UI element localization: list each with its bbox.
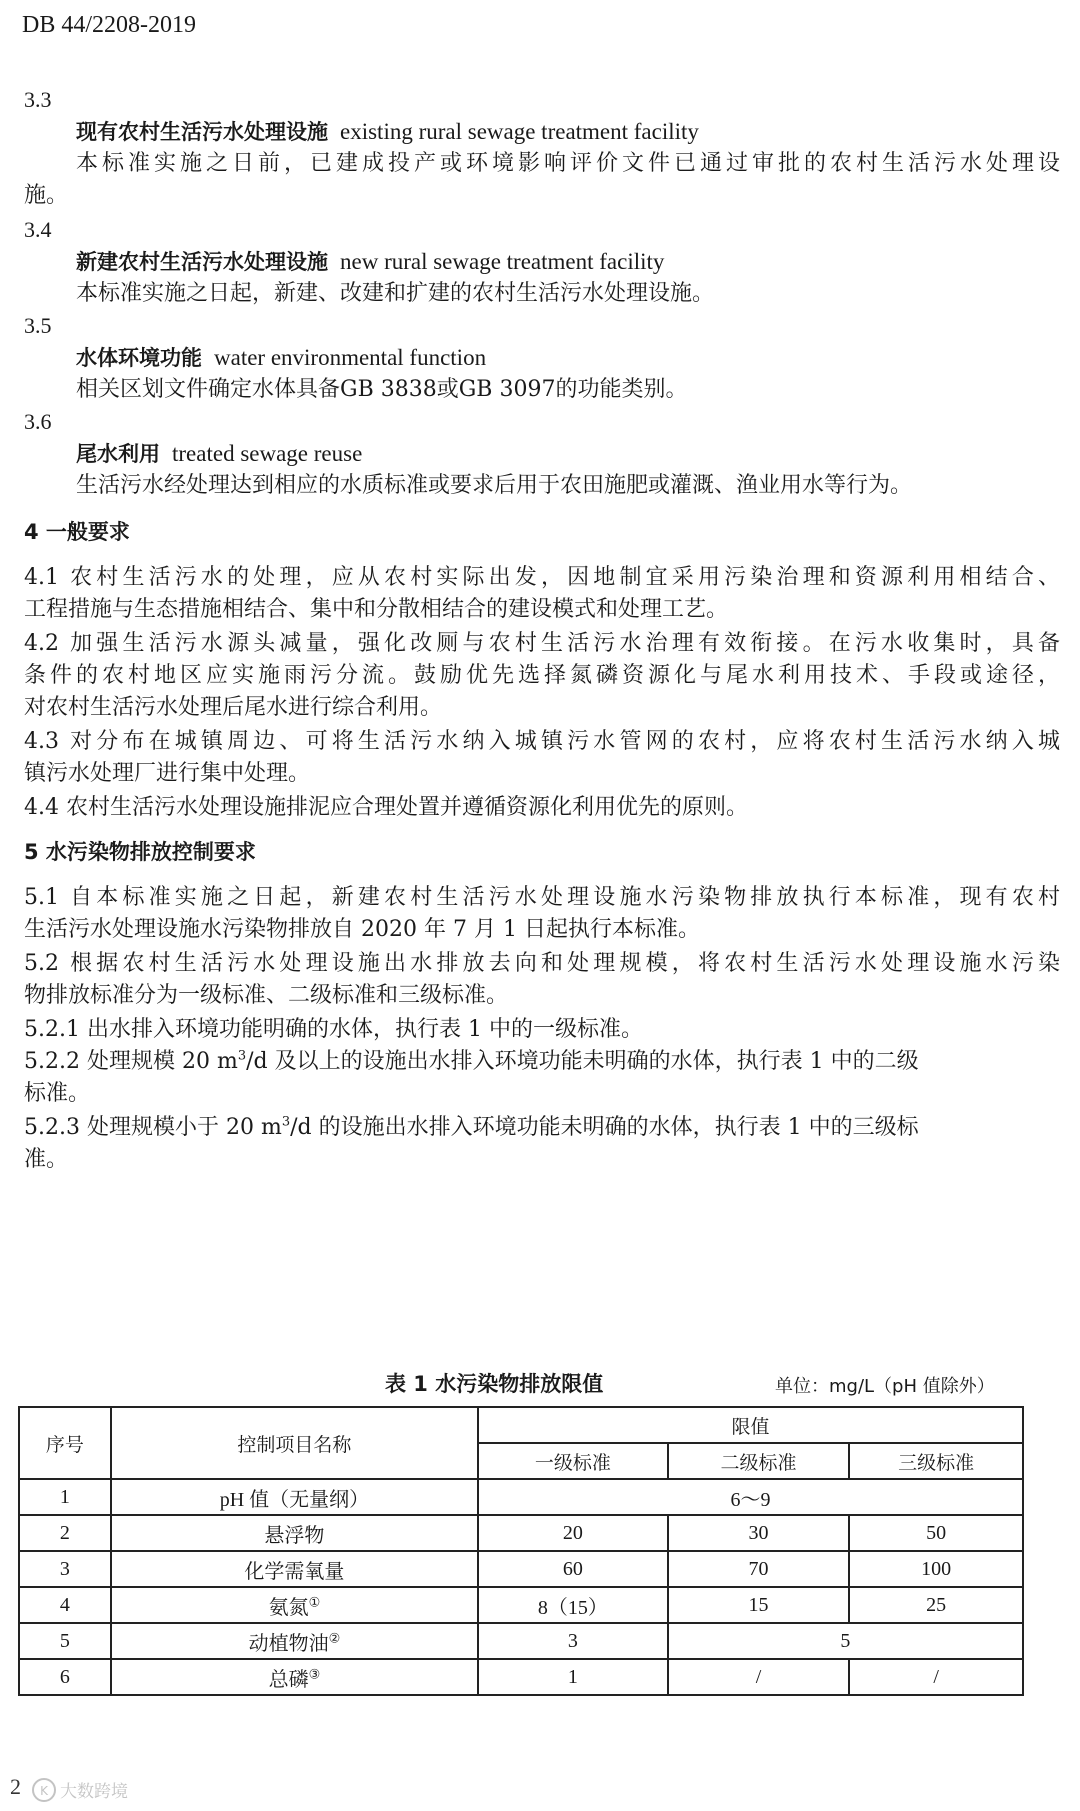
paragraph-5-1-line1: 5.1 自本标准实施之日起，新建农村生活污水处理设施水污染物排放执行本标准，现有农村 bbox=[24, 885, 1060, 910]
paragraph-5-1-line2: 生活污水处理设施水污染物排放自 2020 年 7 月 1 日起执行本标准。 bbox=[24, 917, 700, 942]
paragraph-4-3-line1: 4.3 对分布在城镇周边、可将生活污水纳入城镇污水管网的农村，应将农村生活污水纳入城 bbox=[24, 729, 1060, 754]
cell-grade1: 1 bbox=[478, 1659, 668, 1695]
cell-grade3: 100 bbox=[849, 1551, 1023, 1587]
table-row bbox=[19, 1551, 1023, 1587]
cell-seq: 6 bbox=[19, 1659, 111, 1695]
cell-name bbox=[111, 1659, 478, 1695]
cell-seq: 1 bbox=[19, 1479, 111, 1515]
table-caption bbox=[0, 1364, 1080, 1404]
paragraph-4-2-line2: 条件的农村地区应实施雨污分流。鼓励优先选择氮磷资源化与尾水利用技术、手段或途径， bbox=[24, 663, 1060, 688]
header-seq: 序号 bbox=[19, 1407, 111, 1479]
footnote-marker: ② bbox=[328, 1629, 341, 1645]
section-heading-5: 5 水污染物排放控制要求 bbox=[24, 840, 256, 864]
paragraph-5-2-line2: 物排放标准分为一级标准、二级标准和三级标准。 bbox=[24, 983, 509, 1008]
paragraph-5-2-2-line2: 标准。 bbox=[24, 1081, 91, 1106]
cell-grade1: 3 bbox=[478, 1623, 668, 1659]
term-en: treated sewage reuse bbox=[172, 441, 363, 466]
term-en: new rural sewage treatment facility bbox=[340, 249, 665, 274]
term-en: existing rural sewage treatment facility bbox=[340, 119, 699, 144]
text-run: /d 及以上的设施出水排入环境功能未明确的水体，执行表 1 中的二级 bbox=[246, 1049, 919, 1074]
term-zh: 尾水利用 bbox=[76, 442, 160, 466]
clause-number-3-3: 3.3 bbox=[24, 87, 52, 112]
cell-seq: 2 bbox=[19, 1515, 111, 1551]
cell-grade2: / bbox=[668, 1659, 850, 1695]
paragraph-4-1-line1: 4.1 农村生活污水的处理，应从农村实际出发，因地制宜采用污染治理和资源利用相结合、 bbox=[24, 565, 1060, 590]
cell-seq: 3 bbox=[19, 1551, 111, 1587]
cell-seq: 4 bbox=[19, 1587, 111, 1623]
paragraph-5-2-2-line1 bbox=[24, 1046, 1060, 1078]
svg-text:K: K bbox=[40, 1784, 48, 1798]
paragraph-5-2-3-line2: 准。 bbox=[24, 1147, 69, 1172]
cell-merged-limit: 6～9 bbox=[478, 1479, 1023, 1515]
term-3-3 bbox=[76, 116, 1060, 149]
cell-grade2: 30 bbox=[668, 1515, 850, 1551]
definition-3-5: 相关区划文件确定水体具备GB 3838或GB 3097的功能类别。 bbox=[76, 377, 688, 402]
clause-number-3-6: 3.6 bbox=[24, 409, 52, 434]
term-3-6 bbox=[76, 438, 1060, 471]
text-run: /d 的设施出水排入环境功能未明确的水体，执行表 1 中的三级标 bbox=[290, 1115, 919, 1140]
superscript: 3 bbox=[237, 1048, 247, 1064]
text-run: 5.2.2 处理规模 20 m bbox=[24, 1049, 238, 1074]
text-run: 5.2.3 处理规模小于 20 m bbox=[24, 1115, 282, 1140]
table-row bbox=[19, 1587, 1023, 1623]
paragraph-4-4: 4.4 农村生活污水处理设施排泥应合理处置并遵循资源化利用优先的原则。 bbox=[24, 795, 748, 820]
term-zh: 水体环境功能 bbox=[76, 346, 202, 370]
paragraph-4-2-line1: 4.2 加强生活污水源头减量，强化改厕与农村生活污水治理有效衔接。在污水收集时，具备 bbox=[24, 631, 1060, 656]
watermark-logo-icon bbox=[30, 1776, 144, 1804]
page-number: 2 bbox=[10, 1774, 21, 1799]
watermark-text: 大数跨境 bbox=[60, 1782, 128, 1802]
section-heading-4: 4 一般要求 bbox=[24, 520, 130, 544]
cell-grade2: 70 bbox=[668, 1551, 850, 1587]
table-row bbox=[19, 1479, 1023, 1515]
cell-grade3: 25 bbox=[849, 1587, 1023, 1623]
header-grade2: 二级标准 bbox=[668, 1443, 850, 1479]
definition-3-3-line1: 本标准实施之日前，已建成投产或环境影响评价文件已通过审批的农村生活污水处理设 bbox=[76, 151, 1060, 176]
term-en: water environmental function bbox=[214, 345, 487, 370]
table-row bbox=[19, 1515, 1023, 1551]
cell-grade1: 60 bbox=[478, 1551, 668, 1587]
cell-grade3: 50 bbox=[849, 1515, 1023, 1551]
clause-number-3-4: 3.4 bbox=[24, 217, 52, 242]
item-name: 总磷 bbox=[268, 1668, 309, 1691]
term-3-5 bbox=[76, 342, 1060, 375]
emission-limits-table bbox=[18, 1406, 1024, 1696]
cell-grade1: 20 bbox=[478, 1515, 668, 1551]
term-zh: 现有农村生活污水处理设施 bbox=[76, 120, 328, 144]
footnote-marker: ③ bbox=[308, 1665, 321, 1681]
superscript: 3 bbox=[281, 1114, 291, 1130]
header-grade3: 三级标准 bbox=[849, 1443, 1023, 1479]
cell-grade2-3-merged: 5 bbox=[668, 1623, 1023, 1659]
clause-number-3-5: 3.5 bbox=[24, 313, 52, 338]
paragraph-4-2-line3: 对农村生活污水处理后尾水进行综合利用。 bbox=[24, 695, 443, 720]
header-limit: 限值 bbox=[478, 1407, 1023, 1443]
definition-3-3-line2: 施。 bbox=[24, 183, 69, 208]
item-name: 动植物油 bbox=[248, 1632, 329, 1655]
table-row bbox=[19, 1623, 1023, 1659]
cell-name: 悬浮物 bbox=[111, 1515, 478, 1551]
cell-name: pH 值（无量纲） bbox=[111, 1479, 478, 1515]
definition-3-4: 本标准实施之日起，新建、改建和扩建的农村生活污水处理设施。 bbox=[76, 281, 715, 306]
header-item: 控制项目名称 bbox=[111, 1407, 478, 1479]
cell-grade3: / bbox=[849, 1659, 1023, 1695]
cell-grade2: 15 bbox=[668, 1587, 850, 1623]
cell-seq: 5 bbox=[19, 1623, 111, 1659]
paragraph-4-3-line2: 镇污水处理厂进行集中处理。 bbox=[24, 761, 311, 786]
paragraph-5-2-3-line1 bbox=[24, 1112, 1060, 1144]
paragraph-5-2-line1: 5.2 根据农村生活污水处理设施出水排放去向和处理规模，将农村生活污水处理设施水污染 bbox=[24, 951, 1060, 976]
paragraph-4-1-line2: 工程措施与生态措施相结合、集中和分散相结合的建设模式和处理工艺。 bbox=[24, 597, 729, 622]
term-3-4 bbox=[76, 246, 1060, 279]
cell-name bbox=[111, 1623, 478, 1659]
table-header-row bbox=[19, 1407, 1023, 1443]
definition-3-6: 生活污水经处理达到相应的水质标准或要求后用于农田施肥或灌溉、渔业用水等行为。 bbox=[76, 473, 913, 498]
term-zh: 新建农村生活污水处理设施 bbox=[76, 250, 328, 274]
table-row bbox=[19, 1659, 1023, 1695]
footnote-marker: ① bbox=[308, 1593, 321, 1609]
document-header: DB 44/2208-2019 bbox=[22, 12, 196, 38]
table-unit: 单位：mg/L（pH 值除外） bbox=[775, 1376, 995, 1397]
cell-name: 化学需氧量 bbox=[111, 1551, 478, 1587]
item-name: 氨氮 bbox=[268, 1596, 309, 1619]
paragraph-5-2-1: 5.2.1 出水排入环境功能明确的水体，执行表 1 中的一级标准。 bbox=[24, 1017, 643, 1042]
cell-name bbox=[111, 1587, 478, 1623]
cell-grade1: 8（15） bbox=[478, 1587, 668, 1623]
table-title: 表 1 水污染物排放限值 bbox=[385, 1372, 604, 1396]
header-grade1: 一级标准 bbox=[478, 1443, 668, 1479]
